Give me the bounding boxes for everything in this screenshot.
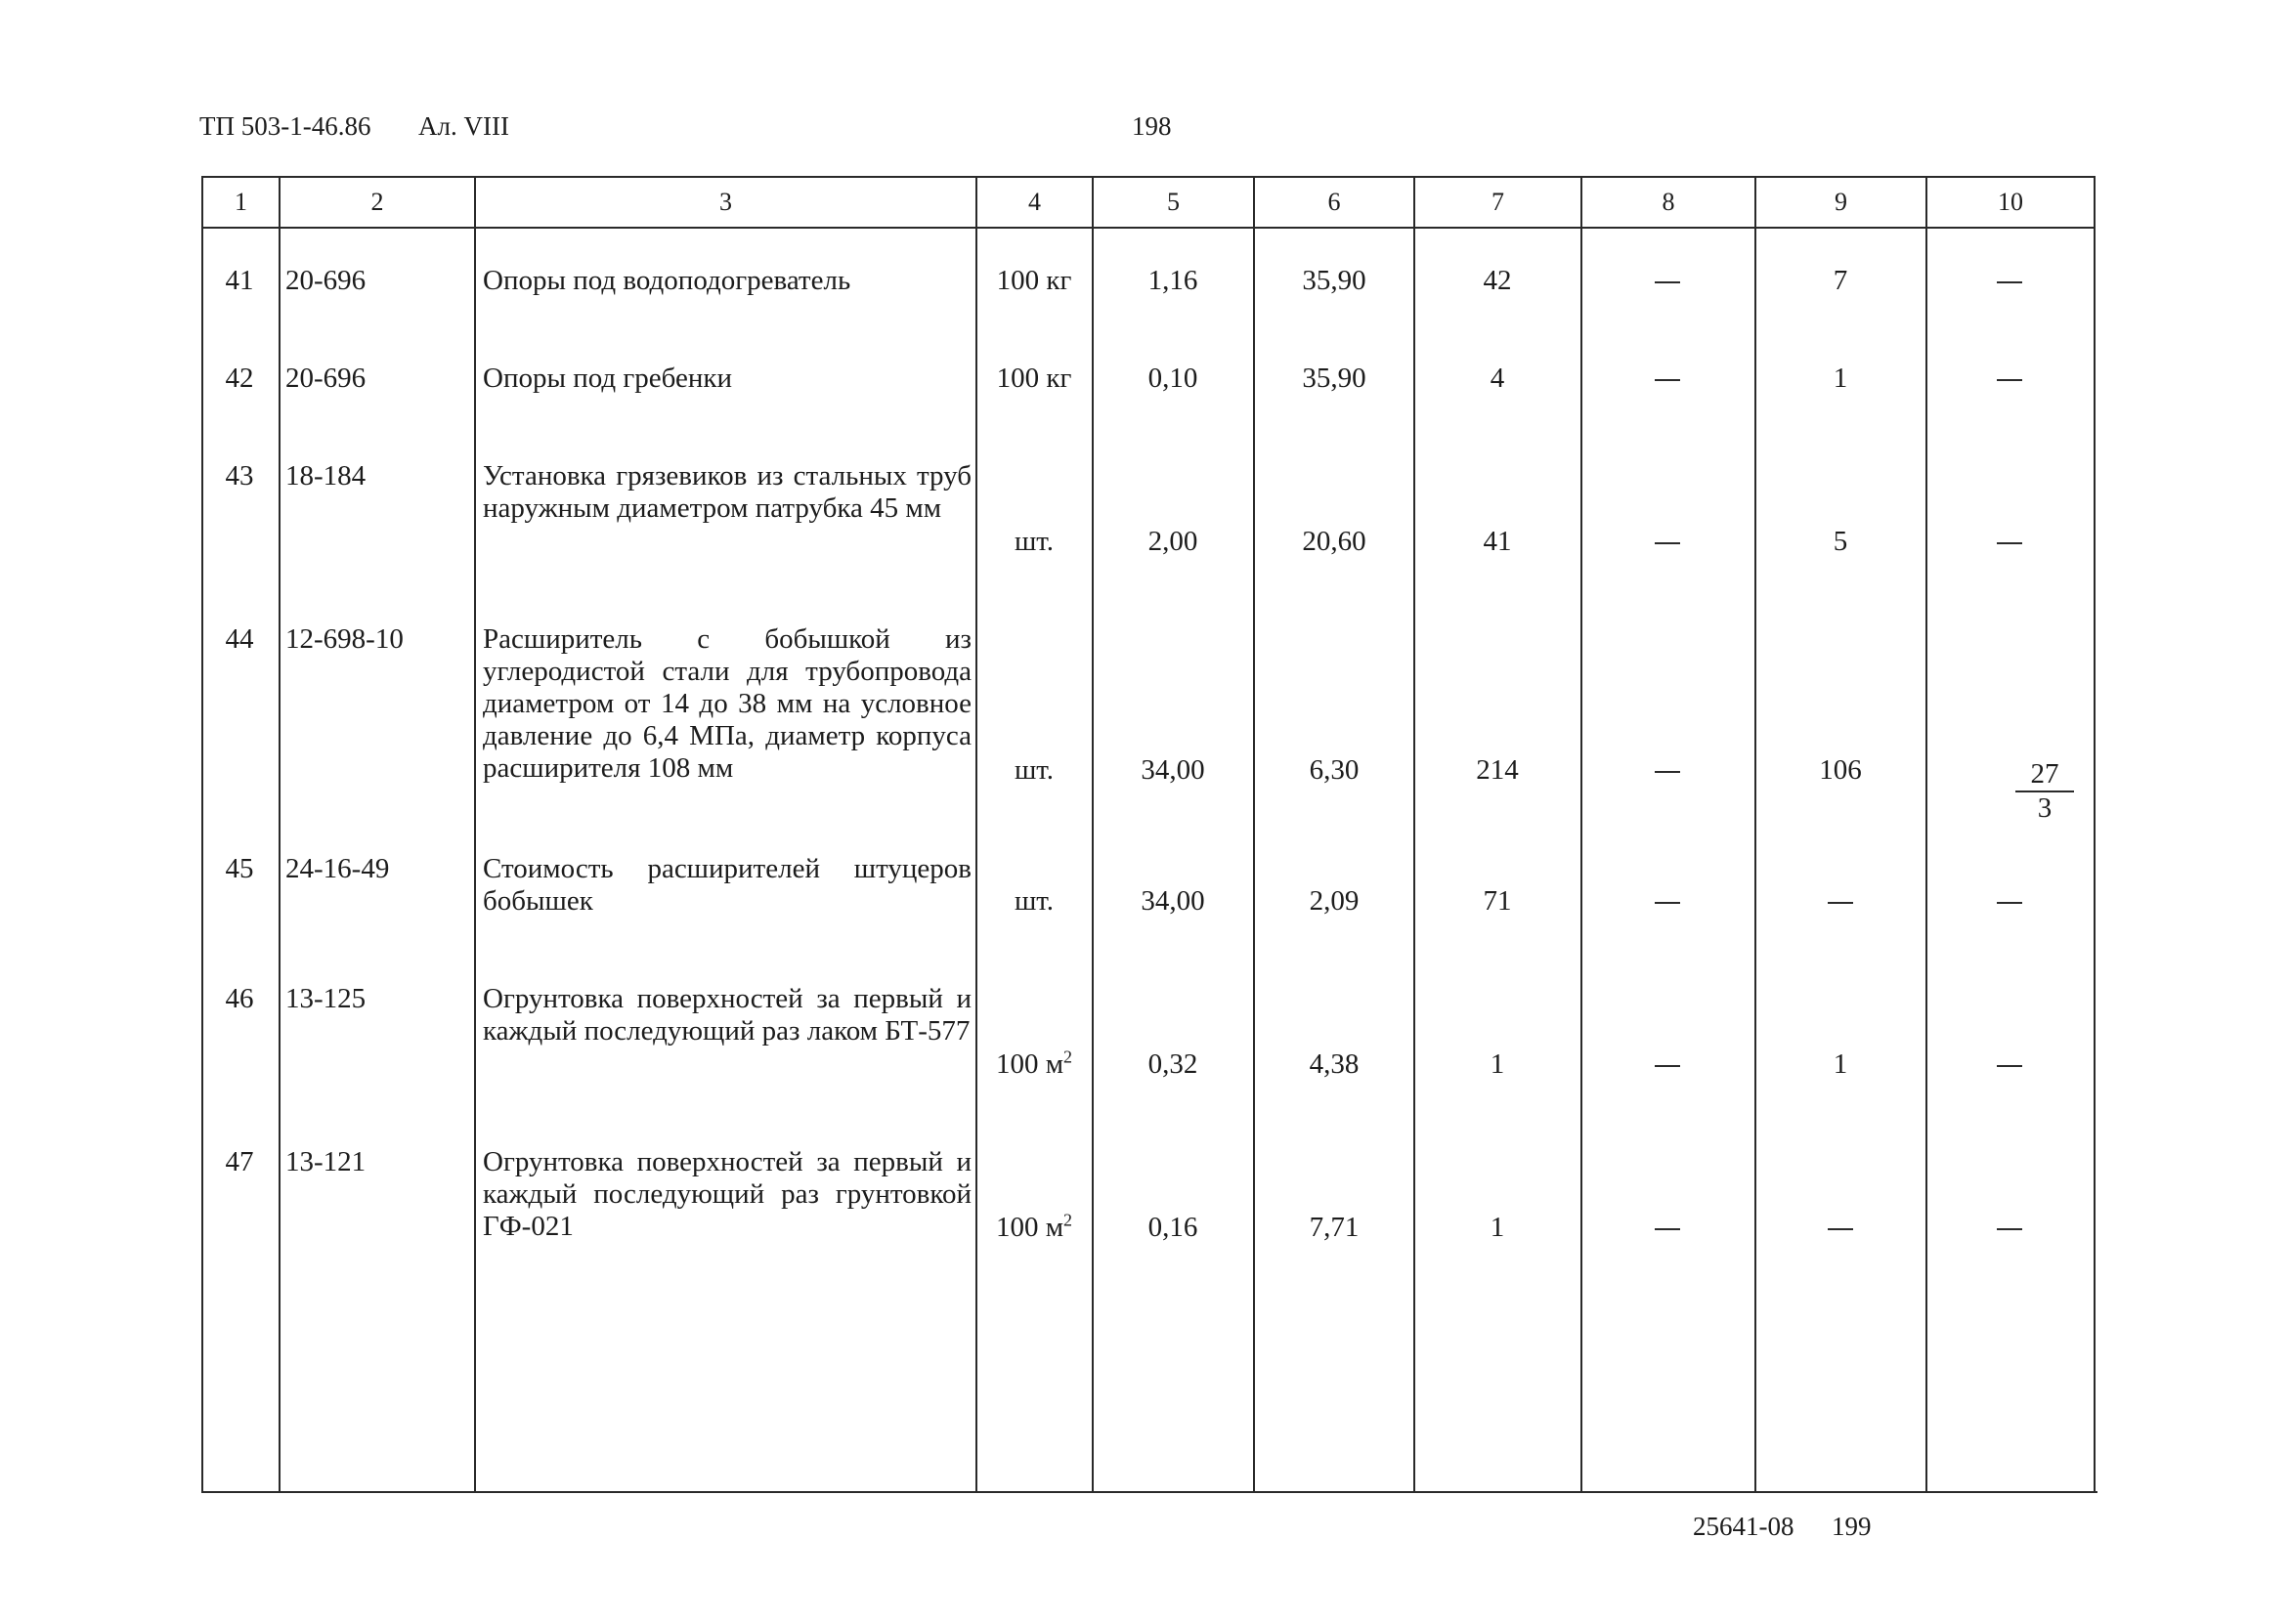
dash-mark: [1997, 379, 2022, 381]
footer-page-number: 199: [1832, 1512, 1872, 1541]
work-description: Опоры под гребенки: [483, 363, 733, 394]
footer-document-number: 25641-08: [1693, 1512, 1794, 1541]
unit-exponent: 2: [1063, 1210, 1073, 1230]
column-header-6: 6: [1327, 188, 1341, 216]
rate-code: 13-125: [285, 983, 367, 1014]
cell-col10: [1997, 526, 2022, 558]
dash-mark: [1997, 902, 2022, 904]
cell-col8: [1655, 885, 1680, 918]
dash-mark: [1997, 281, 2022, 283]
total-cost: 4: [1490, 363, 1505, 394]
row-number: 47: [225, 1146, 254, 1177]
unit-cost: 6,30: [1309, 754, 1360, 786]
row-number: 44: [225, 623, 254, 655]
rate-code: 20-696: [285, 363, 367, 394]
total-cost: 1: [1490, 1212, 1505, 1243]
rate-code: 12-698-10: [285, 623, 404, 655]
cell-col8: [1655, 1212, 1680, 1244]
rate-code: 18-184: [285, 460, 367, 491]
dash-mark: [1828, 1228, 1853, 1230]
cell-col8: [1655, 754, 1680, 787]
unit-cost: 2,09: [1309, 885, 1360, 917]
unit: [996, 1212, 1072, 1244]
album-number: Ал. VIII: [418, 111, 509, 141]
cell-col9: [1828, 1212, 1853, 1244]
cell-col10: [1997, 1048, 2022, 1081]
cell-col9: 1: [1833, 1048, 1848, 1080]
cell-col9: 5: [1833, 526, 1848, 557]
unit-text: 100 м: [995, 1048, 1064, 1080]
cell-col9: [1828, 885, 1853, 918]
fraction-denominator: 3: [2037, 792, 2053, 824]
unit: шт.: [1014, 526, 1055, 557]
cell-col8: [1655, 1048, 1680, 1081]
column-header-7: 7: [1491, 188, 1504, 216]
unit-exponent: 2: [1063, 1047, 1073, 1067]
total-cost: 41: [1483, 526, 1512, 557]
unit-cost: 35,90: [1302, 265, 1366, 296]
quantity: 34,00: [1141, 754, 1205, 786]
column-header-3: 3: [719, 188, 732, 216]
total-cost: 1: [1490, 1048, 1505, 1080]
unit-cost: 35,90: [1302, 363, 1366, 394]
row-number: 46: [225, 983, 254, 1014]
cell-col10: [1997, 1212, 2022, 1244]
unit: 100 кг: [996, 363, 1072, 394]
cell-col9: 7: [1833, 265, 1848, 296]
cell-col10: [1997, 363, 2022, 395]
row-number: 42: [225, 363, 254, 394]
rate-code: 13-121: [285, 1146, 367, 1177]
column-header-2: 2: [370, 188, 384, 216]
work-description: Стоимость расширителей штуцеров бобышек: [483, 853, 972, 917]
page-number: 198: [1132, 111, 1172, 141]
unit: 100 кг: [996, 265, 1072, 296]
total-cost: 42: [1483, 265, 1512, 296]
column-header-9: 9: [1835, 188, 1847, 216]
quantity: 0,10: [1147, 363, 1198, 394]
dash-mark: [1655, 1065, 1680, 1067]
document-reference: ТП 503-1-46.86: [199, 111, 371, 141]
dash-mark: [1655, 771, 1680, 773]
work-description: Огрунтовка поверхностей за первый и каждый последующий раз лаком БТ-577: [483, 983, 972, 1047]
unit: шт.: [1014, 885, 1055, 917]
unit-text: 100 м: [995, 1212, 1064, 1243]
fraction-numerator: 27: [2015, 758, 2074, 792]
dash-mark: [1655, 281, 1680, 283]
dash-mark: [1655, 542, 1680, 544]
dash-mark: [1828, 902, 1853, 904]
dash-mark: [1655, 379, 1680, 381]
quantity: 2,00: [1147, 526, 1198, 557]
cell-col8: [1655, 265, 1680, 297]
work-description: Установка грязевиков из стальных труб наружным диаметром патрубка 45 мм: [483, 460, 972, 524]
rate-code: 20-696: [285, 265, 367, 296]
row-number: 43: [225, 460, 254, 491]
column-header-5: 5: [1167, 188, 1180, 216]
unit-cost: 20,60: [1302, 526, 1366, 557]
quantity: 1,16: [1147, 265, 1198, 296]
unit: шт.: [1014, 754, 1055, 786]
row-number: 45: [225, 853, 254, 884]
cell-col10: [1997, 265, 2022, 297]
dash-mark: [1655, 1228, 1680, 1230]
unit: [996, 1048, 1072, 1081]
unit-cost: 4,38: [1309, 1048, 1360, 1080]
total-cost: 71: [1483, 885, 1512, 917]
fraction-value: [2015, 758, 2074, 824]
cell-col8: [1655, 526, 1680, 558]
quantity: 0,16: [1147, 1212, 1198, 1243]
column-header-1: 1: [235, 188, 247, 216]
dash-mark: [1997, 1065, 2022, 1067]
work-description: Опоры под водоподогреватель: [483, 265, 851, 296]
cell-col9: 106: [1819, 754, 1862, 786]
quantity: 0,32: [1147, 1048, 1198, 1080]
column-header-10: 10: [1998, 188, 2023, 216]
row-number: 41: [225, 265, 254, 296]
unit-cost: 7,71: [1309, 1212, 1360, 1243]
dash-mark: [1997, 1228, 2022, 1230]
work-description: Огрунтовка поверхностей за первый и каждый последующий раз грунтовкой ГФ-021: [483, 1146, 972, 1242]
rate-code: 24-16-49: [285, 853, 390, 884]
dash-mark: [1997, 542, 2022, 544]
column-header-8: 8: [1662, 188, 1675, 216]
cell-col8: [1655, 363, 1680, 395]
cell-col9: 1: [1833, 363, 1848, 394]
dash-mark: [1655, 902, 1680, 904]
work-description: Расширитель с бобышкой из углеродистой стали для трубопровода диаметром от 14 до 38 мм на условное давление до 6,4 МПа, диаметр корпуса расширителя 108 мм: [483, 623, 972, 784]
cell-col10: [1997, 885, 2022, 918]
quantity: 34,00: [1141, 885, 1205, 917]
column-header-4: 4: [1028, 188, 1041, 216]
total-cost: 214: [1476, 754, 1519, 786]
